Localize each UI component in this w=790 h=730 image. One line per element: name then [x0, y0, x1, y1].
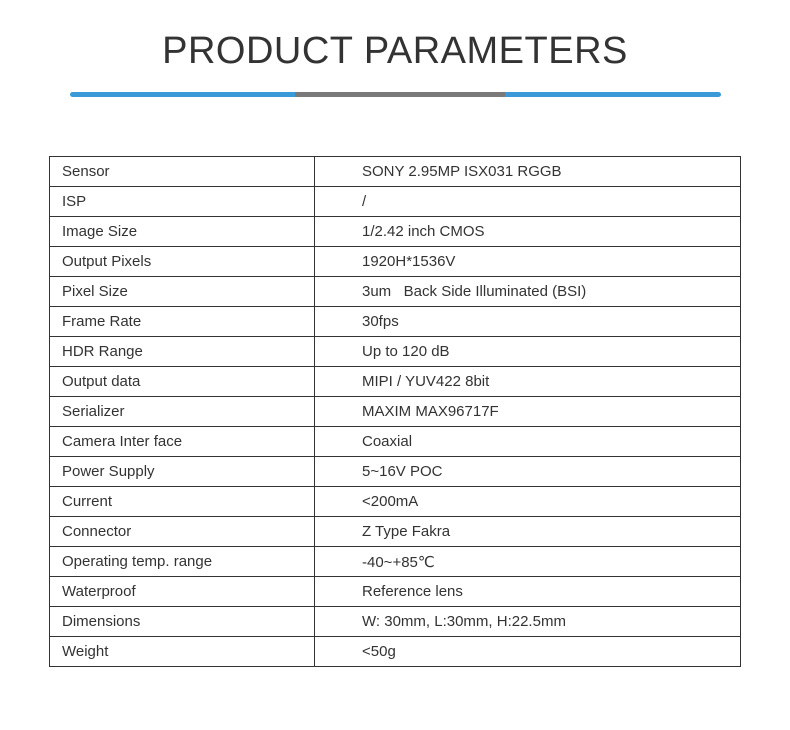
divider-segment-left	[70, 92, 295, 97]
table-row	[50, 607, 741, 637]
param-label: Power Supply	[50, 457, 315, 487]
divider-segment-middle	[295, 92, 505, 97]
table-row	[50, 247, 741, 277]
param-label: Operating temp. range	[50, 547, 315, 577]
param-value: /	[315, 187, 741, 217]
parameters-table-body	[50, 157, 741, 667]
param-value: SONY 2.95MP ISX031 RGGB	[315, 157, 741, 187]
divider-segment-right	[505, 92, 721, 97]
param-value: Z Type Fakra	[315, 517, 741, 547]
param-value: 1920H*1536V	[315, 247, 741, 277]
param-label: Connector	[50, 517, 315, 547]
parameters-table	[49, 156, 741, 667]
param-label: Waterproof	[50, 577, 315, 607]
param-value: MAXIM MAX96717F	[315, 397, 741, 427]
table-row	[50, 517, 741, 547]
param-value: Reference lens	[315, 577, 741, 607]
param-value: 30fps	[315, 307, 741, 337]
param-value: Coaxial	[315, 427, 741, 457]
table-row	[50, 187, 741, 217]
param-label: Current	[50, 487, 315, 517]
table-row	[50, 307, 741, 337]
table-row	[50, 367, 741, 397]
param-label: Dimensions	[50, 607, 315, 637]
param-label: Output data	[50, 367, 315, 397]
param-label: Sensor	[50, 157, 315, 187]
table-row	[50, 487, 741, 517]
param-value: 5~16V POC	[315, 457, 741, 487]
table-row	[50, 397, 741, 427]
param-value: 1/2.42 inch CMOS	[315, 217, 741, 247]
table-row	[50, 157, 741, 187]
param-label: Image Size	[50, 217, 315, 247]
table-row	[50, 427, 741, 457]
param-value: -40~+85℃	[315, 547, 741, 577]
param-value: 3um Back Side Illuminated (BSI)	[315, 277, 741, 307]
param-label: Frame Rate	[50, 307, 315, 337]
title-divider	[70, 92, 721, 97]
param-label: Pixel Size	[50, 277, 315, 307]
param-value: MIPI / YUV422 8bit	[315, 367, 741, 397]
param-value: W: 30mm, L:30mm, H:22.5mm	[315, 607, 741, 637]
table-row	[50, 547, 741, 577]
param-label: HDR Range	[50, 337, 315, 367]
param-label: ISP	[50, 187, 315, 217]
param-value: <200mA	[315, 487, 741, 517]
param-value: <50g	[315, 637, 741, 667]
table-row	[50, 217, 741, 247]
table-row	[50, 277, 741, 307]
table-row	[50, 337, 741, 367]
table-row	[50, 457, 741, 487]
table-row	[50, 577, 741, 607]
table-row	[50, 637, 741, 667]
param-label: Serializer	[50, 397, 315, 427]
param-label: Camera Inter face	[50, 427, 315, 457]
param-label: Weight	[50, 637, 315, 667]
page-title: PRODUCT PARAMETERS	[162, 30, 628, 72]
param-label: Output Pixels	[50, 247, 315, 277]
param-value: Up to 120 dB	[315, 337, 741, 367]
